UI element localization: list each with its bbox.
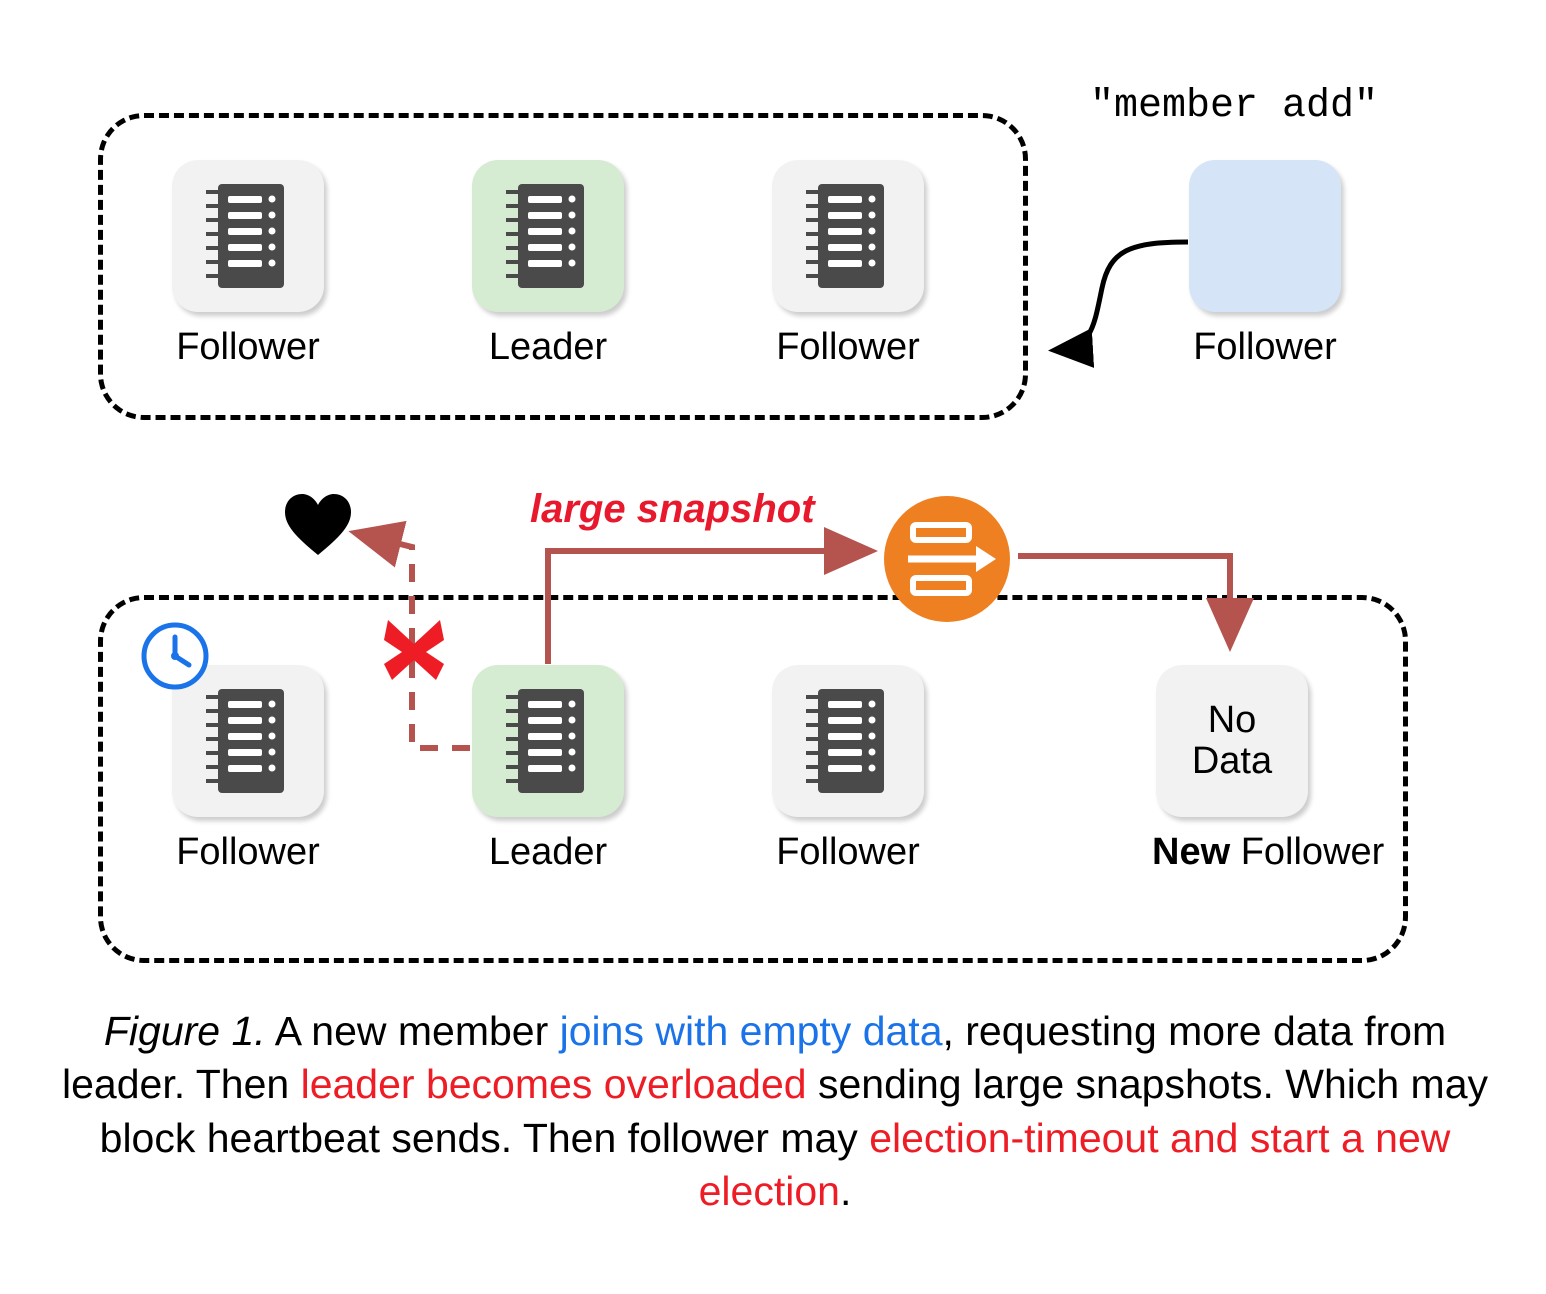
node-label-rest: Follower xyxy=(1230,831,1385,873)
node-label: Leader xyxy=(488,831,608,873)
node-top-leader xyxy=(468,160,628,369)
node-label: Follower xyxy=(176,326,320,368)
no-data-icon xyxy=(1156,665,1308,817)
blocked-x-icon xyxy=(378,612,450,684)
node-label-emphasis: New xyxy=(1152,831,1231,873)
server-rack-icon xyxy=(472,665,624,817)
caption-part-1: A new member xyxy=(265,1008,560,1054)
server-rack-icon xyxy=(772,160,924,312)
no-data-line-1: No xyxy=(1207,698,1257,741)
member-add-command-label: "member add" xyxy=(1090,84,1379,129)
server-rack-icon xyxy=(472,160,624,312)
election-timeout-clock-icon xyxy=(139,620,211,692)
server-rack-icon xyxy=(172,160,324,312)
node-bottom-follower-2 xyxy=(768,665,928,874)
node-label: Follower xyxy=(776,326,920,368)
caption-figure-label: Figure 1. xyxy=(103,1008,266,1054)
heartbeat-icon xyxy=(283,492,353,558)
caption-part-4: . xyxy=(839,1167,852,1214)
node-label xyxy=(1152,831,1385,874)
figure-caption xyxy=(60,1005,1490,1218)
node-label: Leader xyxy=(488,326,608,368)
node-label: Follower xyxy=(776,831,920,873)
node-new-follower xyxy=(1152,665,1385,874)
node-top-follower-2 xyxy=(768,160,928,369)
large-snapshot-label: large snapshot xyxy=(530,487,815,531)
server-rack-icon xyxy=(772,665,924,817)
empty-node-icon xyxy=(1189,160,1341,312)
node-label: Follower xyxy=(1193,326,1337,368)
no-data-line-2: Data xyxy=(1191,740,1273,782)
caption-part-3: sending large snapshots. Which may block heartbeat sends. Then follower may xyxy=(99,1061,1488,1161)
caption-highlight-blue: joins with empty data xyxy=(559,1008,943,1054)
node-label: Follower xyxy=(176,831,320,873)
node-bottom-leader xyxy=(468,665,628,874)
caption-part-2: , requesting more data from leader. Then xyxy=(62,1008,1447,1108)
node-bottom-follower-1 xyxy=(168,665,328,874)
caption-highlight-red-1: leader becomes overloaded xyxy=(300,1061,807,1108)
node-joining-member xyxy=(1185,160,1345,369)
snapshot-transfer-icon xyxy=(880,492,1014,626)
caption-highlight-red-2: election-timeout and start a new election xyxy=(698,1114,1451,1214)
node-top-follower-1 xyxy=(168,160,328,369)
